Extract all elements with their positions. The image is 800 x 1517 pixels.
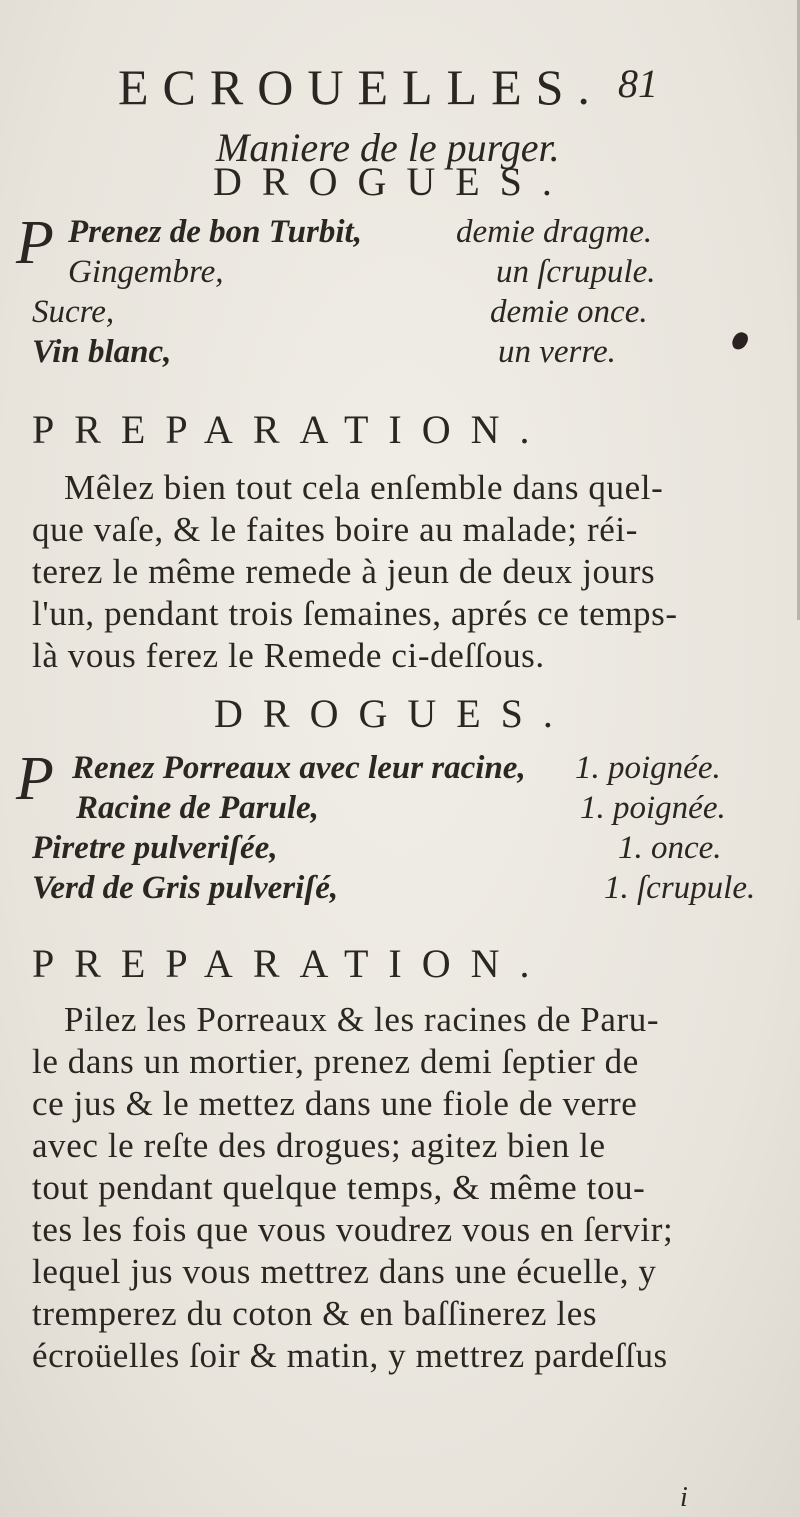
ingredient-name: Renez Porreaux avec leur racine, (72, 750, 526, 786)
ingredient-name: Gingembre, (68, 254, 224, 290)
ingredient-quantity: 1. once. (618, 830, 722, 866)
catchword: i (680, 1482, 688, 1513)
paragraph-line: terez le même remede à jeun de deux jours (32, 552, 656, 591)
paragraph-line: Pilez les Porreaux & les racines de Paru- (64, 1000, 660, 1039)
ingredient-quantity: demie once. (490, 294, 648, 330)
drogues-heading-2: DROGUES. (214, 691, 573, 736)
paragraph-line: là vous ferez le Remede ci-deſſous. (32, 636, 545, 675)
paragraph-line: tes les fois que vous voudrez vous en ſervir; (32, 1210, 674, 1249)
ingredient-name: Piretre pulveriſée, (32, 830, 278, 866)
ingredient-name: Verd de Gris pulveriſé, (32, 870, 339, 906)
ingredient-name: Racine de Parule, (76, 790, 319, 826)
ingredient-quantity: un verre. (498, 334, 616, 370)
ingredient-quantity: 1. ſcrupule. (604, 870, 756, 906)
paragraph-line: que vaſe, & le faites boire au malade; réi- (32, 510, 638, 549)
drop-initial-2: P (16, 745, 54, 813)
paragraph-line: Mêlez bien tout cela enſemble dans quel- (64, 468, 664, 507)
preparation-heading-1: PREPARATION. (32, 407, 550, 452)
drogues-heading-1: DROGUES. (213, 159, 572, 204)
ingredient-name: Prenez de bon Turbit, (68, 214, 362, 250)
page-number: 81 (618, 61, 658, 106)
ingredient-name: Sucre, (32, 294, 115, 330)
drop-initial-1: P (16, 209, 54, 277)
section-subtitle: Maniere de le purger. (216, 125, 560, 170)
paragraph-line: ce jus & le mettez dans une fiole de verre (32, 1084, 638, 1123)
preparation-heading-2: PREPARATION. (32, 941, 550, 986)
paragraph-line: avec le reſte des drogues; agitez bien le (32, 1126, 606, 1165)
paragraph-line: l'un, pendant trois ſemaines, aprés ce temps- (32, 594, 678, 633)
paragraph-line: tout pendant quelque temps, & même tou- (32, 1168, 646, 1207)
ink-stain (730, 330, 750, 352)
ingredient-quantity: demie dragme. (456, 214, 653, 250)
paragraph-line: écroüelles ſoir & matin, y mettrez pardeſſus (32, 1336, 668, 1375)
paragraph-line: tremperez du coton & en baſſinerez les (32, 1294, 598, 1333)
running-title: ECROUELLES. (118, 59, 604, 115)
ingredient-name: Vin blanc, (32, 334, 172, 370)
paragraph-line: le dans un mortier, prenez demi ſeptier de (32, 1042, 639, 1081)
ingredient-quantity: un ſcrupule. (496, 254, 656, 290)
ingredient-quantity: 1. poignée. (575, 750, 721, 786)
ingredient-quantity: 1. poignée. (580, 790, 726, 826)
paragraph-line: lequel jus vous mettrez dans une écuelle, y (32, 1252, 657, 1291)
